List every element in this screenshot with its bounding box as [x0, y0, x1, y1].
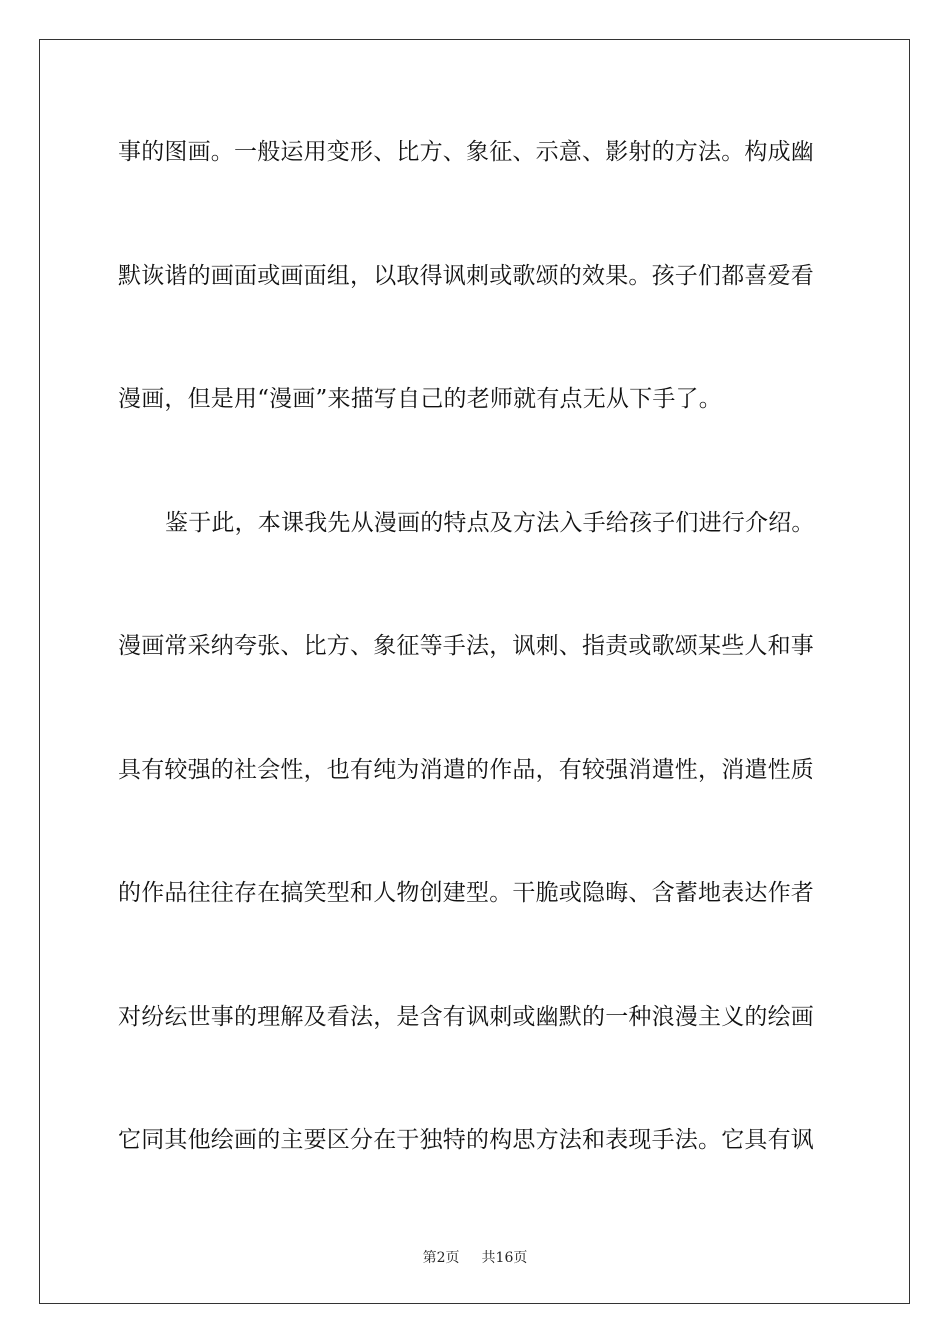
total-pages: 共16页 [481, 1250, 528, 1266]
page-footer [0, 1249, 950, 1267]
body-text-line: 对纷纭世事的理解及看法，是含有讽刺或幽默的一种浪漫主义的绘画 [118, 1004, 814, 1030]
body-text-line: 事的图画。一般运用变形、比方、象征、示意、影射的方法。构成幽 [118, 139, 814, 165]
page-number: 第2页 [422, 1250, 460, 1266]
body-text-line: 漫画常采纳夸张、比方、象征等手法，讽刺、指责或歌颂某些人和事 [118, 633, 814, 659]
body-text-line: 它同其他绘画的主要区分在于独特的构思方法和表现手法。它具有讽 [118, 1127, 814, 1153]
body-text-line: 的作品往往存在搞笑型和人物创建型。干脆或隐晦、含蓄地表达作者 [118, 880, 814, 906]
body-text-line-indented: 鉴于此，本课我先从漫画的特点及方法入手给孩子们进行介绍。 [165, 510, 815, 536]
page-border [39, 39, 910, 1304]
body-text-line: 默诙谐的画面或画面组，以取得讽刺或歌颂的效果。孩子们都喜爱看 [118, 263, 814, 289]
body-text-line: 具有较强的社会性，也有纯为消遣的作品，有较强消遣性，消遣性质 [118, 757, 814, 783]
body-text-line: 漫画，但是用“漫画”来描写自己的老师就有点无从下手了。 [118, 386, 722, 412]
